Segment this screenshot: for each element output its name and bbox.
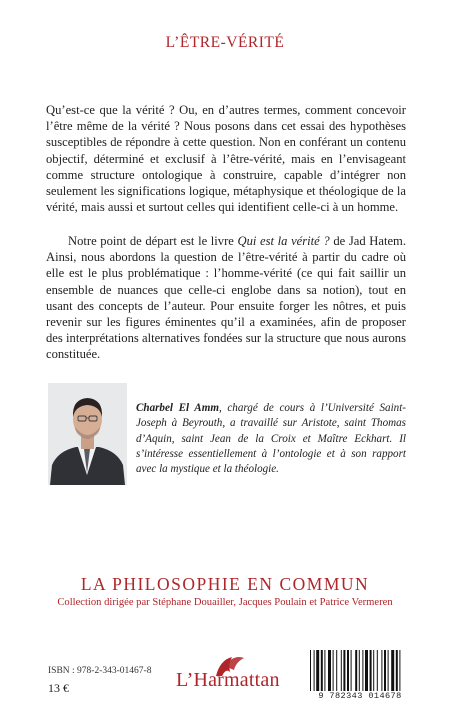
series-name: LA PHILOSOPHIE EN COMMUN — [80, 574, 370, 594]
back-cover-paragraph-1: Qu’est-ce que la vérité ? Ou, en d’autres termes, comment concevoir l’être même de la vérité ? Nous posons dans cet essai des hypothèses susceptibles de répondre à cette question. Non en conférant un contenu objectif, déterminé et exclusif à l’être-vérité, mais en l’envisageant comme structure ontologique à construire, capable d’intégrer non seulement les significations logique, métaphysique et théologique de la vérité, mais aussi et surtout celles qui identifient celle-ci à un homme. — [46, 103, 406, 215]
paragraph-2-rest: de Jad Hatem. Ainsi, nous abordons la question de l’être-vérité à partir du cadre où elle est le plus problématique : l’homme-vérité (ce qui fait saillir un ensemble de nuances que celle-ci englobe dans sa notion), tout en usant des concepts de l’auteur. Pour ensuite forger les nôtres, et puis revenir sur les figures éminentes qu’il a examinées, afin de proposer des interprétations alternatives fondées sur la structure que nous aurons constituée. — [46, 234, 406, 362]
isbn-text: ISBN : 978-2-343-01467-8 — [48, 666, 152, 676]
back-cover-paragraph-2 — [46, 233, 406, 363]
author-name: Charbel El Amm — [136, 402, 219, 414]
publisher-name: L’Harmattan — [176, 669, 280, 691]
price-text: 13 € — [48, 681, 69, 695]
book-title: L’ÊTRE-VÉRITÉ — [165, 34, 285, 51]
author-bio-text: , chargé de cours à l’Université Saint-Joseph à Beyrouth, a travaillé sur Aristote, saint Thomas d’Aquin, saint Jean de la Croix et Maître Eckhart. Il s’intéresse essentiellement à l’ontologie et à son rapport avec la mystique et la théologie. — [136, 402, 406, 476]
cited-book-title: Qui est la vérité ? — [237, 234, 330, 248]
barcode-number: 9 782343 014678 — [310, 691, 410, 701]
collection-directors: Collection dirigée par Stéphane Douailler, Jacques Poulain et Patrice Vermeren — [57, 597, 393, 608]
paragraph-2-intro: Notre point de départ est le livre — [68, 234, 238, 248]
author-bio — [136, 401, 406, 477]
author-photo — [48, 383, 127, 485]
